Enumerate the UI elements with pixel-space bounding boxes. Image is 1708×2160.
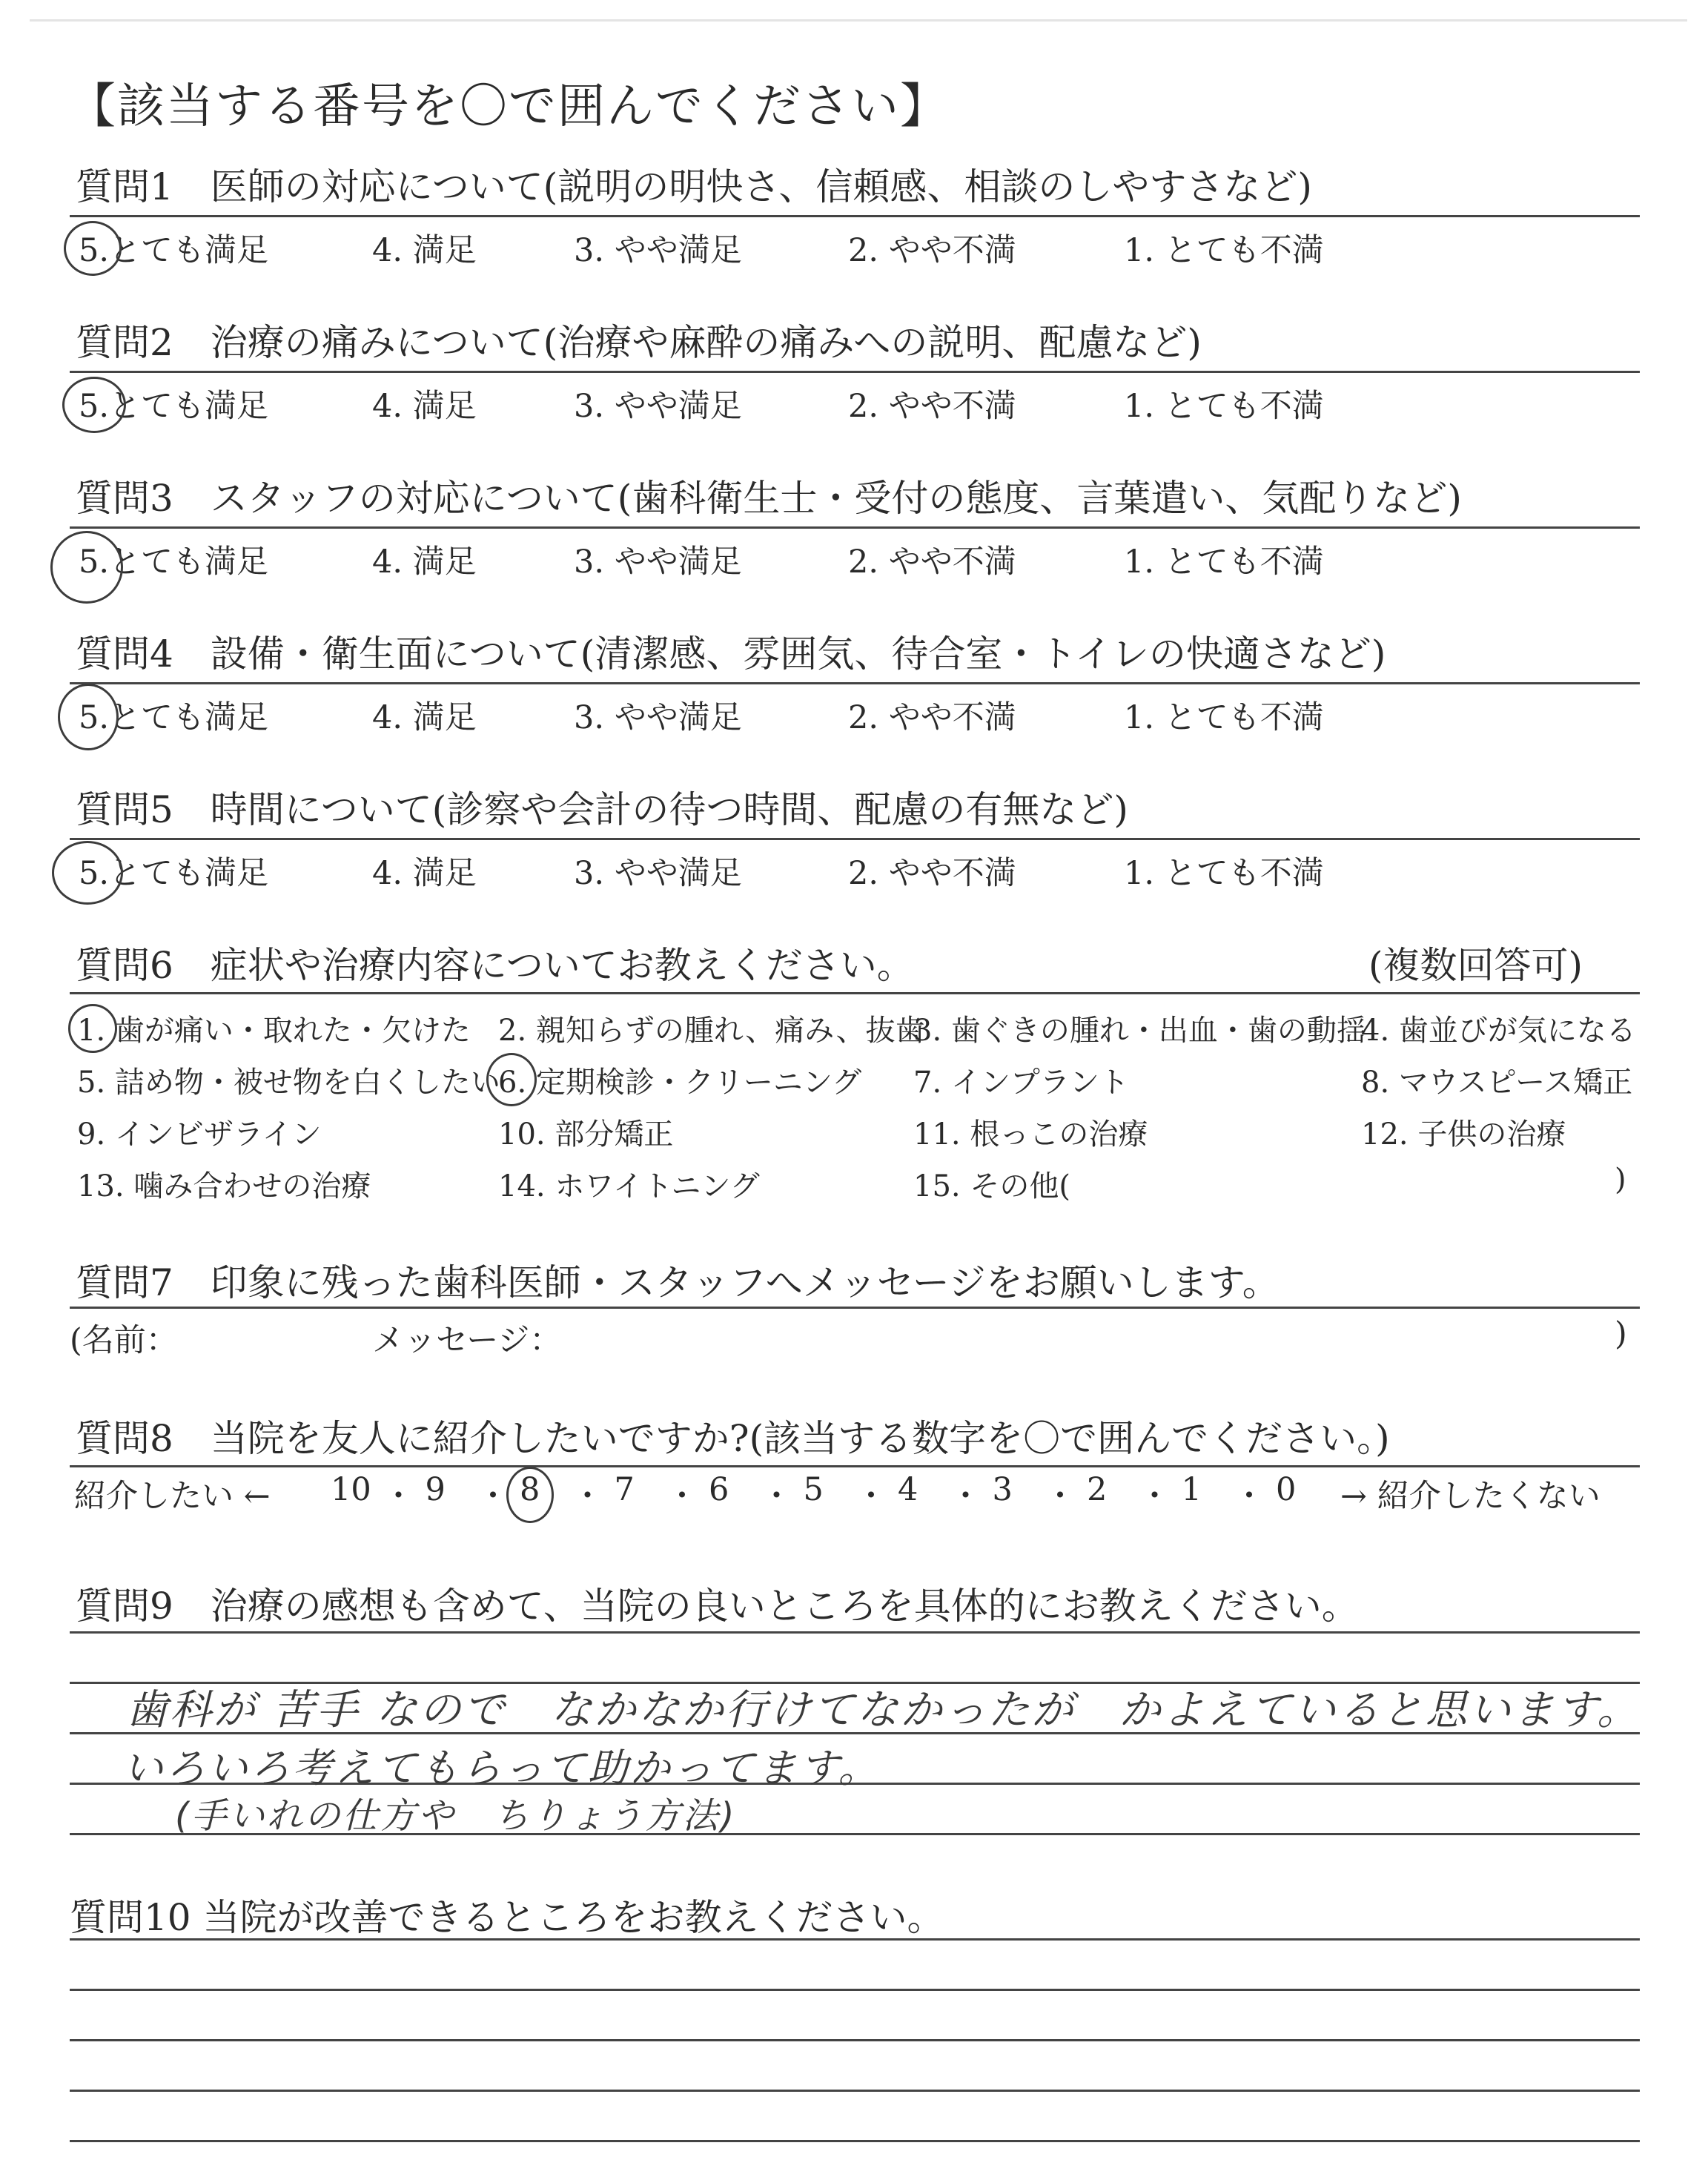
q8-score-8[interactable]: 8 [520,1471,540,1508]
q7-rule [70,1307,1640,1309]
q6-other-close-paren: ) [1615,1163,1626,1197]
q9-answer-line-2: いろいろ考えてもらって助かってます。 [123,1745,881,1791]
q3-selection-circle [50,531,123,604]
q8-separator-dot: ・ [572,1478,603,1515]
q6-option-2[interactable]: 2. 親知らずの腫れ、痛み、抜歯 [498,1014,925,1048]
q8-score-6[interactable]: 6 [709,1471,729,1508]
q8-separator-dot: ・ [1139,1478,1171,1515]
q3-label: 質問3 スタッフの対応について(歯科衛生士・受付の態度、言葉遣い、気配りなど) [76,477,1462,520]
q1-selection-circle [64,221,122,276]
q6-selection-circle-1 [68,1004,117,1053]
q8-score-1[interactable]: 1 [1181,1471,1202,1508]
q3-option-5[interactable]: 5.とても満足 [79,544,269,581]
q8-separator-dot: ・ [855,1478,887,1515]
q2-label: 質問2 治療の痛みについて(治療や麻酔の痛みへの説明、配慮など) [76,321,1202,364]
q8-separator-dot: ・ [477,1478,509,1515]
q8-score-5[interactable]: 5 [803,1471,824,1508]
q8-left-label: 紹介したい ← [74,1478,271,1515]
q3-option-4[interactable]: 4. 満足 [372,544,477,581]
q8-separator-dot: ・ [1044,1478,1076,1515]
q6-option-4[interactable]: 4. 歯並びが気になる [1361,1014,1636,1048]
q6-option-11[interactable]: 11. 根っこの治療 [913,1117,1148,1152]
q8-score-10[interactable]: 10 [331,1471,371,1508]
q10-rule-1 [70,1938,1640,1941]
q1-option-1[interactable]: 1. とても不満 [1124,232,1324,269]
q2-rule [70,371,1640,373]
q6-option-10[interactable]: 10. 部分矯正 [498,1117,674,1152]
q6-option-13[interactable]: 13. 噛み合わせの治療 [77,1169,371,1203]
q6-option-8[interactable]: 8. マウスピース矯正 [1361,1066,1633,1100]
q1-option-3[interactable]: 3. やや満足 [574,232,742,269]
q2-option-3[interactable]: 3. やや満足 [574,388,742,425]
q8-rule [70,1465,1640,1467]
q10-rule-5 [70,2140,1640,2142]
q1-option-2[interactable]: 2. やや不満 [848,232,1016,269]
q5-option-5[interactable]: 5.とても満足 [79,855,269,892]
q9-answer-line-3: (手いれの仕方や ちりょう方法) [175,1795,737,1837]
q3-option-3[interactable]: 3. やや満足 [574,544,742,581]
q6-option-12[interactable]: 12. 子供の治療 [1361,1117,1566,1152]
q6-option-7[interactable]: 7. インプラント [913,1066,1129,1100]
q10-rule-2 [70,1989,1640,1991]
q5-label: 質問5 時間について(診察や会計の待つ時間、配慮の有無など) [76,788,1128,831]
q5-option-4[interactable]: 4. 満足 [372,855,477,892]
q7-label: 質問7 印象に残った歯科医師・スタッフへメッセージをお願いします。 [76,1261,1280,1304]
q8-score-2[interactable]: 2 [1087,1471,1108,1508]
q3-option-2[interactable]: 2. やや不満 [848,544,1016,581]
q8-score-7[interactable]: 7 [614,1471,635,1508]
q3-rule [70,526,1640,529]
q6-selection-circle-6 [486,1053,537,1106]
q2-option-2[interactable]: 2. やや不満 [848,388,1016,425]
q7-name-label: (名前： [70,1322,178,1359]
q8-separator-dot: ・ [950,1478,982,1515]
q6-option-14[interactable]: 14. ホワイトニング [498,1169,760,1203]
q10-label: 質問10 当院が改善できるところをお教えください。 [70,1896,944,1939]
q9-answer-line-1: 歯科が 苦手 なので なかなか行けてなかったが かよえていると思います。 [126,1686,1641,1734]
q9-rule-1 [70,1631,1640,1634]
q10-rule-4 [70,2090,1640,2092]
q8-score-4[interactable]: 4 [898,1471,918,1508]
q6-option-1[interactable]: 1. 歯が痛い・取れた・欠けた [77,1014,471,1048]
q6-rule [70,992,1640,994]
q4-option-3[interactable]: 3. やや満足 [574,699,742,736]
q4-option-2[interactable]: 2. やや不満 [848,699,1016,736]
q8-score-0[interactable]: 0 [1276,1471,1297,1508]
q6-option-5[interactable]: 5. 詰め物・被せ物を白くしたい [77,1066,500,1100]
q2-option-1[interactable]: 1. とても不満 [1124,388,1324,425]
q2-option-5[interactable]: 5.とても満足 [79,388,269,425]
q8-separator-dot: ・ [666,1478,698,1515]
q1-rule [70,215,1640,217]
q7-message-label: メッセージ： [372,1322,562,1359]
q4-selection-circle [58,684,119,750]
q6-option-6[interactable]: 6. 定期検診・クリーニング [498,1066,862,1100]
page-top-edge [30,19,1687,22]
q4-rule [70,682,1640,684]
q6-multiple-note: (複数回答可) [1368,944,1583,987]
q2-option-4[interactable]: 4. 満足 [372,388,477,425]
q8-label: 質問8 当院を友人に紹介したいですか?(該当する数字を〇で囲んでください。) [76,1417,1390,1460]
q2-selection-circle [62,377,126,433]
q6-label: 質問6 症状や治療内容についてお教えください。 [76,944,914,987]
q5-option-1[interactable]: 1. とても不満 [1124,855,1324,892]
q8-score-9[interactable]: 9 [425,1471,446,1508]
q7-close-paren: ) [1615,1315,1627,1353]
q8-selection-circle [506,1467,554,1523]
q8-score-3[interactable]: 3 [992,1471,1013,1508]
q5-selection-circle [52,841,123,905]
q5-option-2[interactable]: 2. やや不満 [848,855,1016,892]
q4-option-4[interactable]: 4. 満足 [372,699,477,736]
q4-label: 質問4 設備・衛生面について(清潔感、雰囲気、待合室・トイレの快適さなど) [76,633,1386,676]
q5-rule [70,838,1640,840]
q8-separator-dot: ・ [1233,1478,1265,1515]
q10-rule-3 [70,2039,1640,2041]
q8-right-label: → 紹介したくない [1340,1478,1601,1515]
q1-label: 質問1 医師の対応について(説明の明快さ、信頼感、相談のしやすさなど) [76,165,1312,208]
q4-option-1[interactable]: 1. とても不満 [1124,699,1324,736]
q8-separator-dot: ・ [761,1478,792,1515]
q6-option-3[interactable]: 3. 歯ぐきの腫れ・出血・歯の動揺 [913,1014,1366,1048]
q6-option-15-other[interactable]: 15. その他( [913,1169,1070,1203]
q1-option-4[interactable]: 4. 満足 [372,232,477,269]
q9-label: 質問9 治療の感想も含めて、当院の良いところを具体的にお教えください。 [76,1585,1359,1628]
q4-option-5[interactable]: 5.とても満足 [79,699,269,736]
page-title: 【該当する番号を〇で囲んでください】 [68,79,949,134]
q1-option-5[interactable]: 5.とても満足 [79,232,269,269]
q8-separator-dot: ・ [383,1478,414,1515]
q5-option-3[interactable]: 3. やや満足 [574,855,742,892]
q3-option-1[interactable]: 1. とても不満 [1124,544,1324,581]
q6-option-9[interactable]: 9. インビザライン [77,1117,322,1152]
